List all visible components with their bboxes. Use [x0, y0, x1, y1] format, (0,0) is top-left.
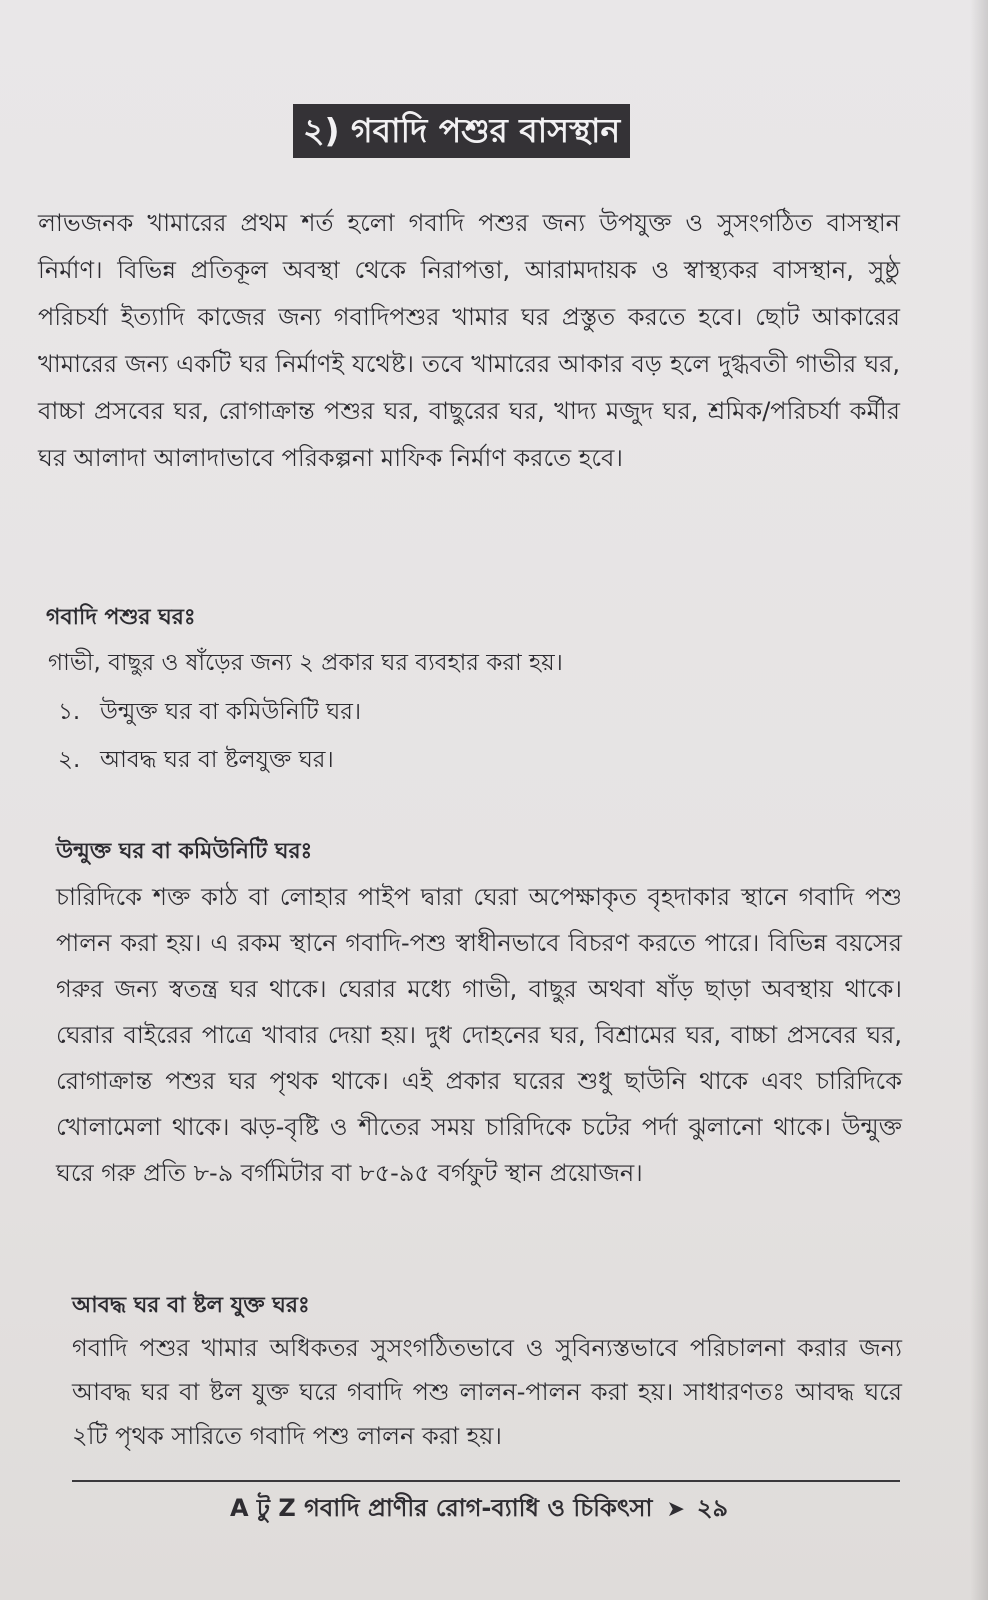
footer-book-title: A টু Z গবাদি প্রাণীর রোগ-ব্যাধি ও চিকিৎসা [230, 1494, 653, 1522]
housing-type-list [58, 688, 361, 784]
page-number: ২৯ [696, 1494, 729, 1522]
section-heading-housing: গবাদি পশুর ঘরঃ [46, 605, 196, 630]
chapter-title: ২) গবাদি পশুর বাসস্থান [293, 104, 630, 158]
closed-house-paragraph: গবাদি পশুর খামার অধিকতর সুসংগঠিতভাবে ও সুবিন্যস্তভাবে পরিচালনা করার জন্য আবদ্ধ ঘর বা ষ্টল যুক্ত ঘরে গবাদি পশু লালন-পালন করা হয়। সাধারণতঃ আবদ্ধ ঘরে ২টি পৃথক সারিতে গবাদি পশু লালন করা হয়। [72, 1334, 902, 1450]
open-house-paragraph: চারিদিকে শক্ত কাঠ বা লোহার পাইপ দ্বারা ঘেরা অপেক্ষাকৃত বৃহদাকার স্থানে গবাদি পশু পালন করা হয়। এ রকম স্থানে গবাদি-পশু স্বাধীনভাবে বিচরণ করতে পারে। বিভিন্ন বয়সের গরুর জন্য স্বতন্ত্র ঘর থাকে। ঘেরার মধ্যে গাভী, বাছুর অথবা ষাঁড় ছাড়া অবস্থায় থাকে। ঘেরার বাইরের পাত্রে খাবার দেয়া হয়। দুধ দোহনের ঘর, বিশ্রামের ঘর, বাচ্চা প্রসবের ঘর, রোগাক্রান্ত পশুর ঘর পৃথক থাকে। এই প্রকার ঘরের শুধু ছাউনি থাকে এবং চারিদিকে খোলামেলা থাকে। ঝড়-বৃষ্টি ও শীতের সময় চারিদিকে চটের পর্দা ঝুলানো থাকে। উন্মুক্ত ঘরে গরু প্রতি ৮-৯ বর্গমিটার বা ৮৫-৯৫ বর্গফুট স্থান প্রয়োজন। [56, 883, 902, 1187]
list-item-text: উন্মুক্ত ঘর বা কমিউনিটি ঘর। [100, 699, 362, 725]
list-item-number: ১. [58, 699, 81, 725]
chevron-right-icon: ➤ [666, 1497, 685, 1522]
list-item-text: আবদ্ধ ঘর বা ষ্টলযুক্ত ঘর। [100, 747, 334, 773]
page-footer [230, 1490, 728, 1530]
section-heading-closed-house: আবদ্ধ ঘর বা ষ্টল যুক্ত ঘরঃ [72, 1293, 310, 1318]
section-heading-open-house: উন্মুক্ত ঘর বা কমিউনিটি ঘরঃ [56, 839, 313, 864]
list-item [58, 688, 361, 736]
list-item [58, 736, 361, 784]
section-intro-housing: গাভী, বাছুর ও ষাঁড়ের জন্য ২ প্রকার ঘর ব্যবহার করা হয়। [48, 650, 563, 676]
intro-paragraph: লাভজনক খামারের প্রথম শর্ত হলো গবাদি পশুর জন্য উপযুক্ত ও সুসংগঠিত বাসস্থান নির্মাণ। বিভিন্ন প্রতিকূল অবস্থা থেকে নিরাপত্তা, আরামদায়ক ও স্বাস্থ্যকর বাসস্থান, সুষ্ঠু পরিচর্যা ইত্যাদি কাজের জন্য গবাদিপশুর খামার ঘর প্রস্তুত করতে হবে। ছোট আকারের খামারের জন্য একটি ঘর নির্মাণই যথেষ্ট। তবে খামারের আকার বড় হলে দুগ্ধবতী গাভীর ঘর, বাচ্চা প্রসবের ঘর, রোগাক্রান্ত পশুর ঘর, বাছুরের ঘর, খাদ্য মজুদ ঘর, শ্রমিক/পরিচর্যা কর্মীর ঘর আলাদা আলাদাভাবে পরিকল্পনা মাফিক নির্মাণ করতে হবে। [38, 209, 900, 472]
list-item-number: ২. [58, 747, 81, 773]
footer-divider [72, 1480, 900, 1482]
